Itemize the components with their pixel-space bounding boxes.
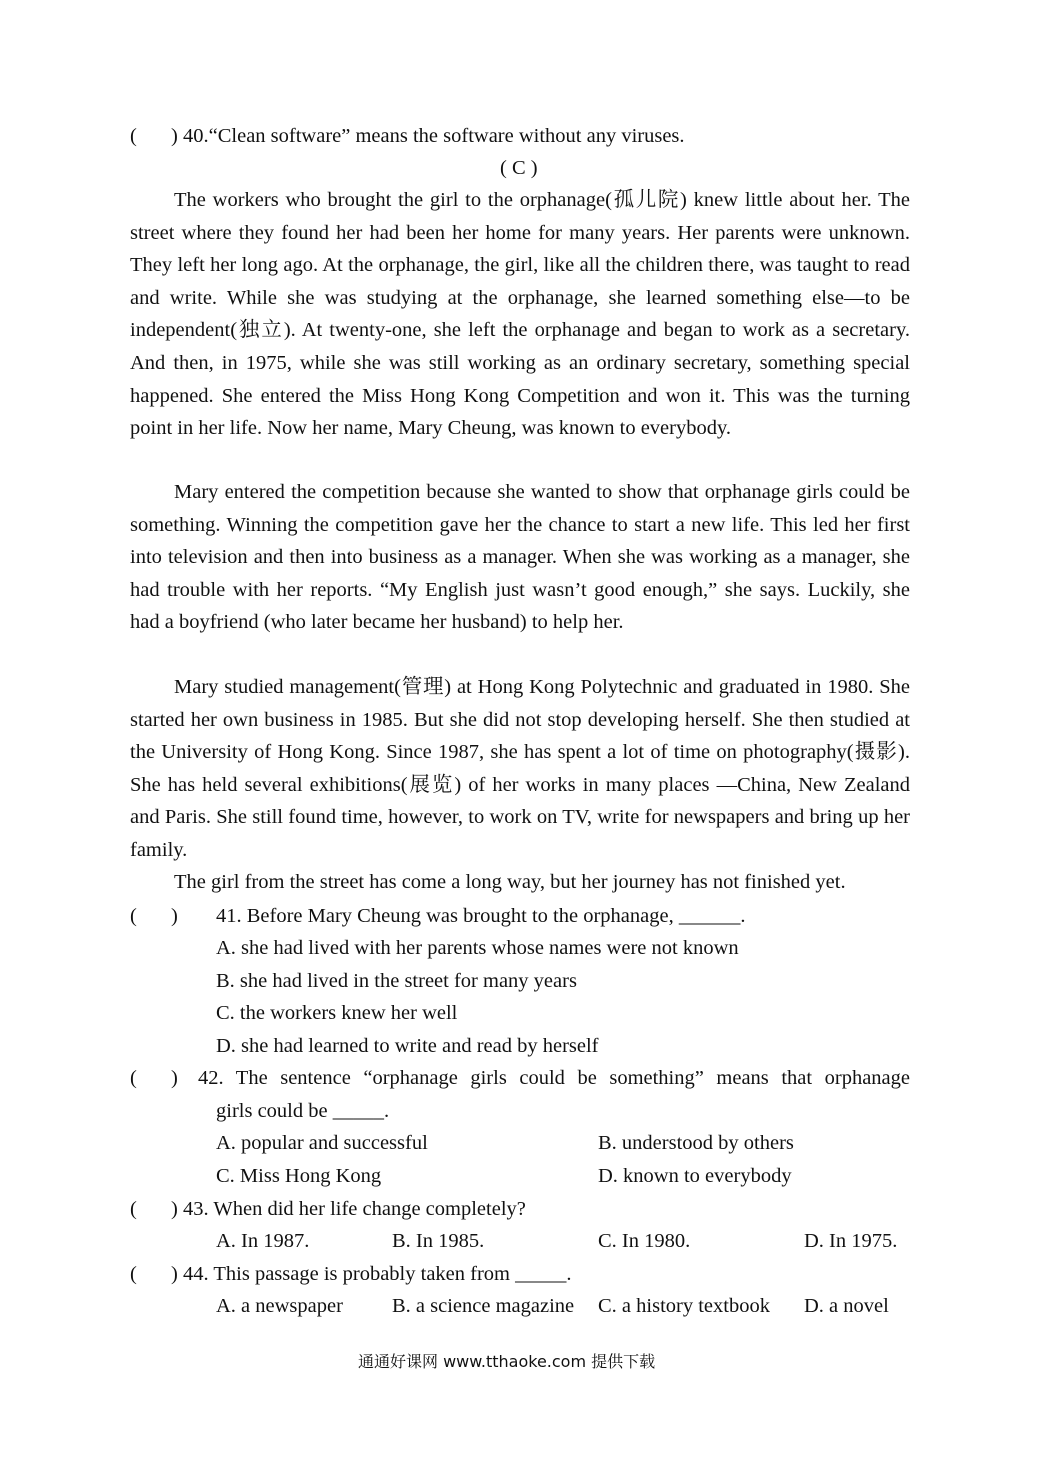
answer-bracket-close: ) — [171, 1198, 178, 1220]
question-43-option-b[interactable]: B. In 1985. — [392, 1230, 485, 1252]
question-43-option-c[interactable]: C. In 1980. — [598, 1230, 691, 1252]
question-42-option-b[interactable]: B. understood by others — [598, 1132, 794, 1154]
passage-paragraph-3: Mary studied management(管理) at Hong Kong Polytechnic and graduated in 1980. She started her own business in 1985. But she did not stop developing herself. She then studied at the University of Hong Kong. Since 1987, she has spent a lot of time on photography(摄影). She has held several exhibitions(展览) of her works in many places —China, New Zealand and Paris. She still found time, however, to work on TV, write for newspapers and bring up her family. — [130, 676, 910, 861]
answer-bracket-open[interactable]: ( — [130, 1067, 137, 1089]
question-44-stem: 44. This passage is probably taken from _____. — [183, 1263, 572, 1285]
section-title: ( C ) — [500, 157, 538, 179]
passage-paragraph-4: The girl from the street has come a long way, but her journey has not finished yet. — [174, 871, 846, 893]
question-44-option-b[interactable]: B. a science magazine — [392, 1295, 575, 1317]
question-41-option-d[interactable]: D. she had learned to write and read by herself — [216, 1035, 599, 1057]
question-42-option-a[interactable]: A. popular and successful — [216, 1132, 428, 1154]
answer-bracket-open[interactable]: ( — [130, 1263, 137, 1285]
question-44-option-c[interactable]: C. a history textbook — [598, 1295, 770, 1317]
question-41-stem: 41. Before Mary Cheung was brought to the orphanage, ______. — [216, 905, 746, 927]
passage-paragraph-2: Mary entered the competition because she wanted to show that orphanage girls could be something. Winning the competition gave her the chance to start a new life. This led her first into television and then into business as a manager. When she was working as a manager, she had trouble with her reports. “My English just wasn’t good enough,” she says. Luckily, she had a boyfriend (who later became her husband) to help her. — [130, 481, 910, 634]
answer-bracket-close: ) — [171, 905, 178, 927]
question-44-option-a[interactable]: A. a newspaper — [216, 1295, 343, 1317]
question-43-stem: 43. When did her life change completely? — [183, 1198, 526, 1220]
question-43-option-d[interactable]: D. In 1975. — [804, 1230, 898, 1252]
question-42-option-c[interactable]: C. Miss Hong Kong — [216, 1165, 382, 1187]
answer-bracket-open[interactable]: ( — [130, 125, 137, 147]
question-41-option-a[interactable]: A. she had lived with her parents whose names were not known — [216, 937, 739, 959]
answer-bracket-close: ) — [171, 1263, 178, 1285]
question-42-stem-continued: girls could be _____. — [216, 1100, 390, 1122]
question-43-option-a[interactable]: A. In 1987. — [216, 1230, 310, 1252]
question-44-option-d[interactable]: D. a novel — [804, 1295, 889, 1317]
question-40-text: 40.“Clean software” means the software without any viruses. — [183, 125, 685, 147]
answer-bracket-close: ) — [171, 1067, 178, 1089]
page-footer: 通通好课网 www.tthaoke.com 提供下载 — [358, 1352, 656, 1371]
question-42-option-d[interactable]: D. known to everybody — [598, 1165, 792, 1187]
question-42-stem: 42. The sentence “orphanage girls could be something” means that orphanage — [198, 1067, 910, 1089]
answer-bracket-close: ) — [171, 125, 178, 147]
passage-paragraph-1: The workers who brought the girl to the orphanage(孤儿院) knew little about her. The street where they found her had been her home for many years. Her parents were unknown. They left her long ago. At the orphanage, the girl, like all the children there, was taught to read and write. While she was studying at the orphanage, she learned something else—to be independent(独立). At twenty-one, she left the orphanage and began to work as a secretary. And then, in 1975, while she was still working as an ordinary secretary, something special happened. She entered the Miss Hong Kong Competition and won it. This was the turning point in her life. Now her name, Mary Cheung, was known to everybody. — [130, 189, 910, 440]
answer-bracket-open[interactable]: ( — [130, 905, 137, 927]
question-41-option-b[interactable]: B. she had lived in the street for many years — [216, 970, 577, 992]
answer-bracket-open[interactable]: ( — [130, 1198, 137, 1220]
question-41-option-c[interactable]: C. the workers knew her well — [216, 1002, 458, 1024]
